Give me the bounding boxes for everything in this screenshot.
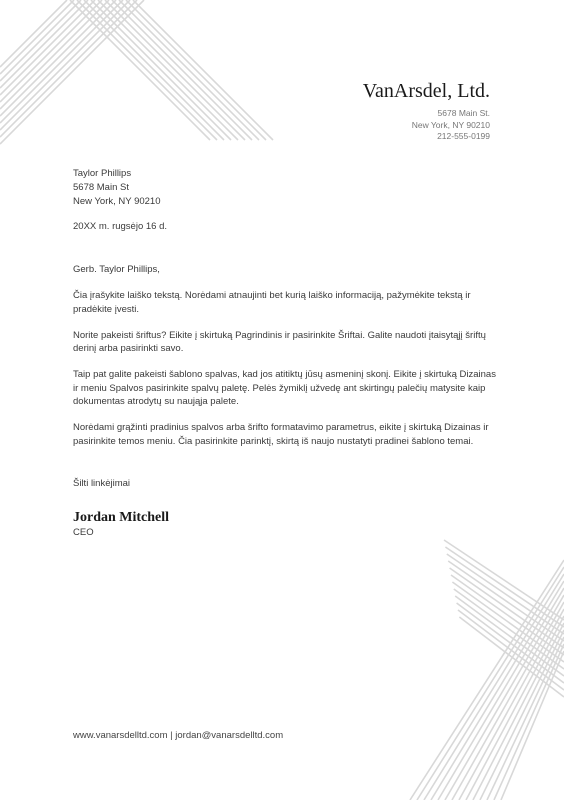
decor-stripe-line — [105, 0, 245, 140]
decor-stripe-line — [0, 0, 116, 116]
decor-stripe-line — [451, 575, 564, 655]
decor-stripe-line — [454, 589, 564, 669]
recipient-street: 5678 Main St — [73, 182, 129, 193]
footer-contact: www.vanarsdelltd.com | jordan@vanarsdelltd.com — [73, 730, 284, 741]
decor-stripe-line — [77, 0, 217, 140]
company-address — [412, 108, 490, 143]
body-paragraph: Norite pakeisti šriftus? Eikite į skirtuką Pagrindinis ir pasirinkite Šriftai. Galite naudoti įtaisytąjį šriftų derinį arba pasirinkti savo. — [73, 329, 486, 354]
decor-stripe-line — [452, 602, 564, 800]
decor-stripe-line — [459, 617, 564, 697]
decor-stripe-line — [91, 0, 231, 140]
decor-stripe-line — [466, 616, 564, 800]
decor-stripe-line — [0, 0, 81, 81]
decor-stripe-line — [0, 0, 123, 123]
decor-stripe-line — [445, 547, 564, 627]
address-phone: 212-555-0199 — [437, 131, 490, 141]
decor-stripe-line — [126, 0, 266, 140]
decor-stripe-line — [458, 610, 564, 690]
decor-stripe-line — [0, 0, 144, 144]
decor-stripe-line — [473, 623, 564, 800]
decor-stripe-line — [487, 637, 564, 800]
letter-date: 20XX m. rugsėjo 16 d. — [73, 221, 167, 232]
decor-stripe-line — [0, 0, 102, 102]
recipient-city: New York, NY 90210 — [73, 196, 161, 207]
decor-stripe-line — [133, 0, 273, 140]
recipient-name: Taylor Phillips — [73, 168, 132, 179]
decor-stripe-line — [431, 581, 564, 800]
decor-stripe-line — [444, 540, 564, 620]
decor-stripe-line — [70, 0, 210, 140]
recipient-block — [73, 167, 161, 209]
body-paragraph: Taip pat galite pakeisti šablono spalvas, kad jos atitiktų jūsų asmeninį skonį. Eikite į skirtuką Dizainas ir meniu Spalvos pasirinkite spalvų paletę. Pelės žymiklį užvedę ant skirtingų palečių matysite kaip dokumentas atrodytų su naująja palete. — [73, 369, 496, 407]
decor-stripe-line — [438, 588, 564, 800]
decor-stripe-line — [0, 0, 130, 130]
decor-stripe-line — [84, 0, 224, 140]
decor-stripe-line — [448, 561, 564, 641]
decor-stripe-line — [494, 644, 564, 800]
decor-stripe-line — [459, 609, 564, 800]
decor-stripe-line — [452, 582, 564, 662]
decor-stripe-line — [501, 651, 564, 800]
decor-stripe-line — [410, 560, 564, 800]
decor-stripe-line — [417, 567, 564, 800]
decor-stripe-line — [457, 603, 564, 683]
signer-title: CEO — [73, 527, 94, 538]
decor-stripe-line — [424, 574, 564, 800]
decor-stripe-line — [0, 0, 74, 74]
decor-stripe-line — [119, 0, 259, 140]
decor-stripe-line — [447, 554, 564, 634]
address-city: New York, NY 90210 — [411, 119, 490, 130]
body-paragraph: Čia įrašykite laiško tekstą. Norėdami atnaujinti bet kurią laiško informaciją, pažymėkite tekstą ir pradėkite įvesti. — [73, 290, 471, 315]
signer-name: Jordan Mitchell — [73, 510, 170, 525]
closing: Šilti linkėjimai — [73, 478, 131, 489]
decor-stripe-line — [0, 0, 95, 95]
decor-stripe-line — [455, 596, 564, 676]
decor-stripe-line — [445, 595, 564, 800]
letter-body — [73, 263, 498, 461]
greeting: Gerb. Taylor Phillips, — [73, 264, 160, 275]
decor-stripe-line — [0, 0, 88, 88]
company-name: VanArsdel, Ltd. — [362, 80, 490, 102]
body-paragraph: Norėdami grąžinti pradinius spalvos arba šrifto formatavimo parametrus, eikite į skirtuką Dizainas ir pasirinkite temos meniu. Čia pasirinkite parinktį, skirtą iš naujo nustatyti pradinei šablono temai. — [73, 422, 489, 447]
decor-stripe-line — [0, 0, 137, 137]
decor-stripe-line — [450, 568, 564, 648]
decor-stripe-line — [0, 0, 109, 109]
decor-stripe-line — [112, 0, 252, 140]
decor-stripe-line — [98, 0, 238, 140]
decor-stripe-line — [480, 630, 564, 800]
address-street: 5678 Main St. — [437, 108, 490, 118]
decor-stripe-line — [0, 0, 67, 67]
